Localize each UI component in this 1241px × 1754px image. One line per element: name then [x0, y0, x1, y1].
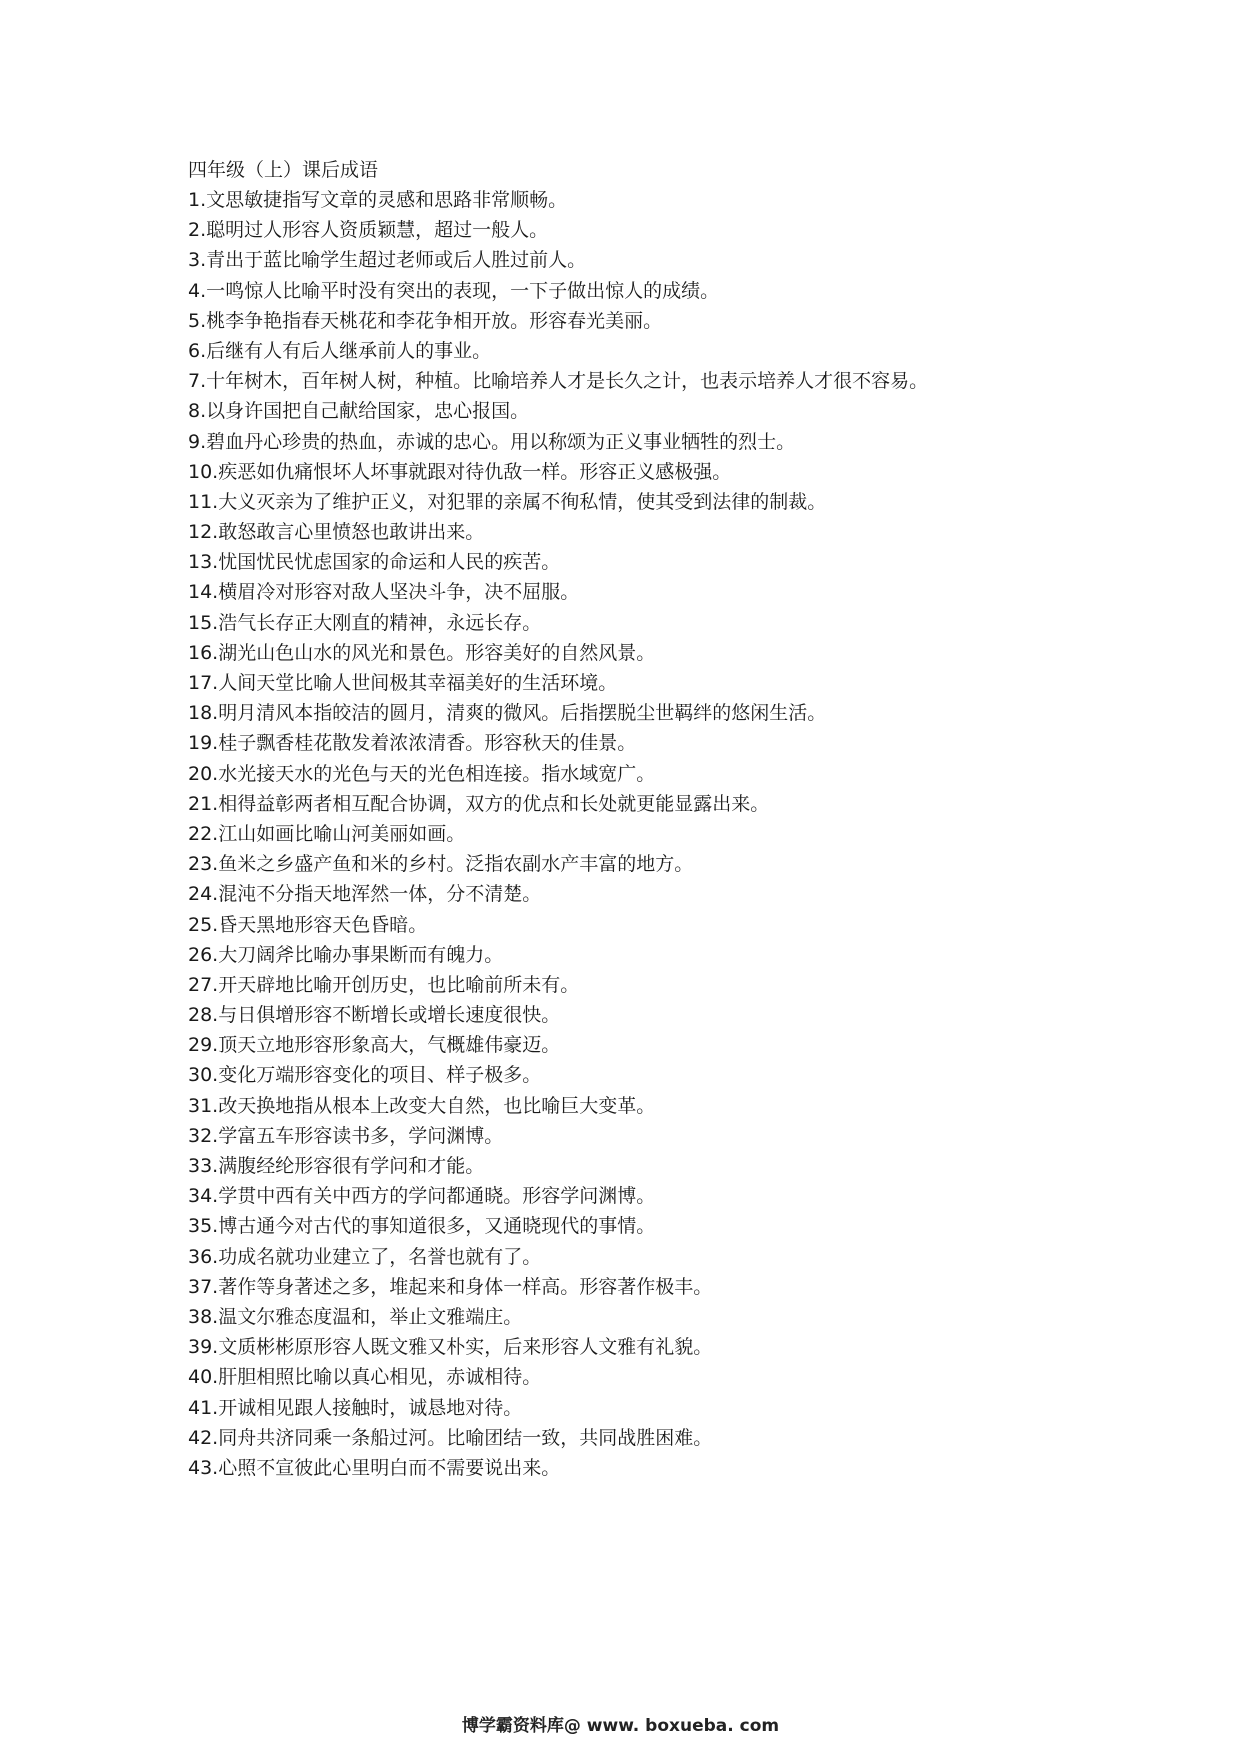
list-item: 6.后继有人有后人继承前人的事业。 [188, 339, 492, 362]
list-item: 7.十年树木，百年树人树，种植。比喻培养人才是长久之计，也表示培养人才很不容易。 [188, 370, 929, 393]
list-item: 24.混沌不分指天地浑然一体，分不清楚。 [188, 883, 542, 906]
list-item: 36.功成名就功业建立了，名誉也就有了。 [188, 1245, 542, 1268]
list-item: 26.大刀阔斧比喻办事果断而有魄力。 [188, 943, 504, 966]
list-item: 9.碧血丹心珍贵的热血，赤诚的忠心。用以称颂为正义事业牺牲的烈士。 [188, 430, 796, 453]
list-item: 29.顶天立地形容形象高大，气概雄伟豪迈。 [188, 1034, 561, 1057]
list-item: 37.著作等身著述之多，堆起来和身体一样高。形容著作极丰。 [188, 1275, 713, 1298]
list-item: 5.桃李争艳指春天桃花和李花争相开放。形容春光美丽。 [188, 309, 663, 332]
list-item: 32.学富五车形容读书多，学问渊博。 [188, 1124, 504, 1147]
list-item: 4.一鸣惊人比喻平时没有突出的表现，一下子做出惊人的成绩。 [188, 279, 720, 302]
list-item: 34.学贯中西有关中西方的学问都通晓。形容学问渊博。 [188, 1185, 656, 1208]
list-item: 1.文思敏捷指写文章的灵感和思路非常顺畅。 [188, 189, 568, 211]
list-item: 30.变化万端形容变化的项目、样子极多。 [188, 1064, 542, 1087]
list-item: 35.博古通今对古代的事知道很多，又通晓现代的事情。 [188, 1215, 656, 1238]
list-item: 17.人间天堂比喻人世间极其幸福美好的生活环境。 [188, 672, 618, 694]
list-item: 27.开天辟地比喻开创历史，也比喻前所未有。 [188, 973, 580, 996]
list-item: 23.鱼米之乡盛产鱼和米的乡村。泛指农副水产丰富的地方。 [188, 853, 694, 876]
list-item: 40.肝胆相照比喻以真心相见，赤诚相待。 [188, 1366, 542, 1389]
list-item: 39.文质彬彬原形容人既文雅又朴实，后来形容人文雅有礼貌。 [188, 1336, 713, 1359]
list-item: 38.温文尔雅态度温和，举止文雅端庄。 [188, 1305, 523, 1328]
list-item: 25.昏天黑地形容天色昏暗。 [188, 913, 428, 936]
list-item: 31.改天换地指从根本上改变大自然，也比喻巨大变革。 [188, 1094, 656, 1117]
list-item: 21.相得益彰两者相互配合协调，双方的优点和长处就更能显露出来。 [188, 792, 770, 815]
idiom-list [188, 185, 1128, 1483]
list-item: 11.大义灭亲为了维护正义，对犯罪的亲属不徇私情，使其受到法律的制裁。 [188, 490, 827, 513]
list-item: 8.以身许国把自己献给国家，忠心报国。 [188, 400, 530, 423]
list-item: 13.忧国忧民忧虑国家的命运和人民的疾苦。 [188, 551, 561, 574]
list-item: 43.心照不宣彼此心里明白而不需要说出来。 [188, 1456, 561, 1479]
page-title: 四年级（上）课后成语 [188, 159, 379, 181]
list-item: 28.与日俱增形容不断增长或增长速度很快。 [188, 1004, 561, 1027]
list-item: 41.开诚相见跟人接触时，诚恳地对待。 [188, 1396, 523, 1419]
list-item: 3.青出于蓝比喻学生超过老师或后人胜过前人。 [188, 249, 587, 272]
document-body [188, 155, 1128, 1483]
list-item: 14.横眉冷对形容对敌人坚决斗争，决不屈服。 [188, 581, 580, 604]
footer-watermark: 博学霸资料库@ www. boxueba. com [461, 1716, 780, 1736]
list-item: 22.江山如画比喻山河美丽如画。 [188, 822, 466, 845]
list-item: 19.桂子飘香桂花散发着浓浓清香。形容秋天的佳景。 [188, 732, 637, 755]
list-item: 18.明月清风本指皎洁的圆月，清爽的微风。后指摆脱尘世羁绊的悠闲生活。 [188, 702, 827, 725]
list-item: 16.湖光山色山水的风光和景色。形容美好的自然风景。 [188, 641, 656, 664]
list-item: 42.同舟共济同乘一条船过河。比喻团结一致，共同战胜困难。 [188, 1426, 713, 1449]
list-item: 12.敢怒敢言心里愤怒也敢讲出来。 [188, 521, 485, 544]
list-item: 15.浩气长存正大刚直的精神，永远长存。 [188, 611, 542, 634]
list-item: 2.聪明过人形容人资质颖慧，超过一般人。 [188, 219, 549, 242]
list-item: 33.满腹经纶形容很有学问和才能。 [188, 1155, 485, 1177]
list-item: 20.水光接天水的光色与天的光色相连接。指水域宽广。 [188, 762, 656, 785]
list-item: 10.疾恶如仇痛恨坏人坏事就跟对待仇敌一样。形容正义感极强。 [188, 460, 732, 483]
